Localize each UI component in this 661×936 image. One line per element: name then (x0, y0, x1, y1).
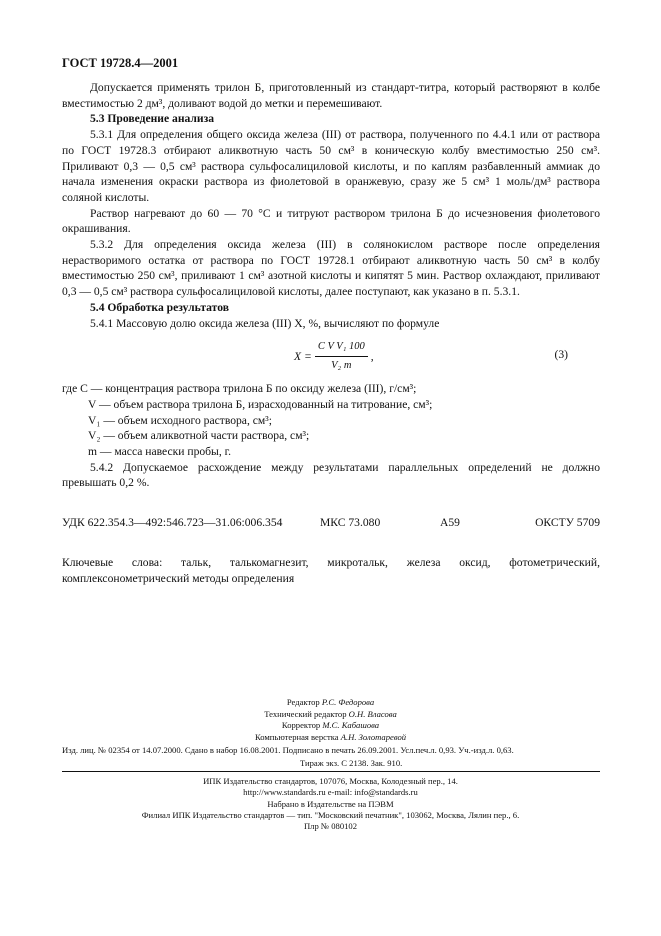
keywords: Ключевые слова: тальк, талькомагнезит, микротальк, железа оксид, фотометрический, комплексонометрический методы определения (62, 555, 600, 585)
formula-fraction (315, 339, 368, 373)
formula-3 (62, 335, 600, 375)
editor-line: Редактор Р.С. Федорова (286, 697, 375, 707)
page-header: ГОСТ 19728.4—2001 (62, 56, 179, 70)
document-body (62, 80, 600, 491)
publication-details: Изд. лиц. № 02354 от 14.07.2000. Сдано в набор 16.08.2001. Подписано в печать 26.09.2001. Усл.печ.л. 0,93. Уч.-изд.л. 0,63. (62, 745, 514, 755)
paragraph-5-4-2: 5.4.2 Допускаемое расхождение между результатами параллельных определений не должно превышать 0,2 %. (62, 460, 600, 490)
printing-branch: Филиал ИПК Издательство стандартов — тип. "Московский печатник", 103062, Москва, Лялин пер., 6. (141, 809, 520, 820)
formula-numerator: C V V₁ 100 (315, 339, 368, 357)
formula-number: (3) (554, 348, 568, 362)
paragraph-5-3-2: 5.3.2 Для определения оксида железа (III) в солянокислом растворе после определения нерастворимого остатка от раствора по ГОСТ 19728.1 отбирают аликвотную часть 50 см³ в колбу вместимостью 250 см³, приливают 1 см³ азотной кислоты и кипятят 5 мин. Раствор охлаждают, приливают 0,3 — 0,5 см³ раствора сульфосалициловой кислоты, далее поступают, как указано в п. 5.3.1. (62, 238, 600, 299)
paragraph-5-4-1: 5.4.1 Массовую долю оксида железа (III) X, %, вычисляют по формуле (90, 316, 440, 330)
mks-code: МКС 73.080 (320, 516, 381, 529)
imprint-block (0, 776, 661, 832)
okstu-code: ОКСТУ 5709 (535, 516, 600, 529)
definition-v1: V₁ — объем исходного раствора, см³; (88, 413, 272, 427)
udk-code: УДК 622.354.3—492:546.723—31.06:006.354 (62, 516, 283, 529)
definition-v2: V₂ — объем аликвотной части раствора, см³; (88, 429, 310, 443)
publisher-web: http://www.standards.ru e-mail: info@standards.ru (243, 787, 418, 798)
license-number: Плр № 080102 (303, 821, 358, 832)
print-run-details: Тираж экз. С 2138. Зак. 910. (300, 758, 403, 768)
publisher-address: ИПК Издательство стандартов, 107076, Москва, Колодезный пер., 14. (203, 776, 458, 786)
layout-line: Компьютерная верстка А.Н. Золотаревой (254, 731, 407, 742)
typeset-note: Набрано в Издательстве на ПЭВМ (267, 798, 394, 809)
corrector-line: Корректор М.С. Кабашова (281, 720, 380, 730)
formula-denominator: V₂ m (331, 359, 352, 371)
tech-editor-line: Технический редактор О.Н. Власова (264, 708, 397, 719)
definition-c: где C — концентрация раствора трилона Б по оксиду железа (III), г/см³; (62, 382, 417, 396)
definition-m: m — масса навески пробы, г. (88, 445, 231, 459)
formula-definitions (62, 381, 600, 460)
section-5-4-title: 5.4 Обработка результатов (90, 300, 229, 314)
section-5-3-title: 5.3 Проведение анализа (90, 112, 215, 126)
formula-tail: , (370, 349, 374, 363)
paragraph-trilon: Допускается применять трилон Б, приготовленный из стандарт-титра, который растворяют в колбе вместимостью 2 дм³, доливают водой до метки и перемешивают. (62, 81, 600, 110)
formula-lhs: X = (294, 349, 312, 363)
definition-v: V — объем раствора трилона Б, израсходованный на титрование, см³; (88, 397, 433, 411)
divider-top (62, 771, 600, 772)
editors-block (0, 697, 661, 743)
paragraph-5-3-1-b: Раствор нагревают до 60 — 70 °С и титруют раствором трилона Б до исчезновения фиолетового окрашивания. (62, 206, 600, 236)
paragraph-5-3-1: 5.3.1 Для определения общего оксида железа (III) от раствора, полученного по 4.4.1 или от раствора по ГОСТ 19728.3 отбирают аликвотную часть 50 см³ в коническую колбу вместимостью 250 см³. Приливают 0,3 — 0,5 см³ раствора сульфосалициловой кислоты, и по каплям разбавленный аммиак до начала изменения окраски раствора из фиолетовой в оранжевую, сразу же 5 см³ 1 моль/дм³ раствора соляной кислоты. (62, 128, 600, 204)
group-code: А59 (440, 516, 460, 529)
